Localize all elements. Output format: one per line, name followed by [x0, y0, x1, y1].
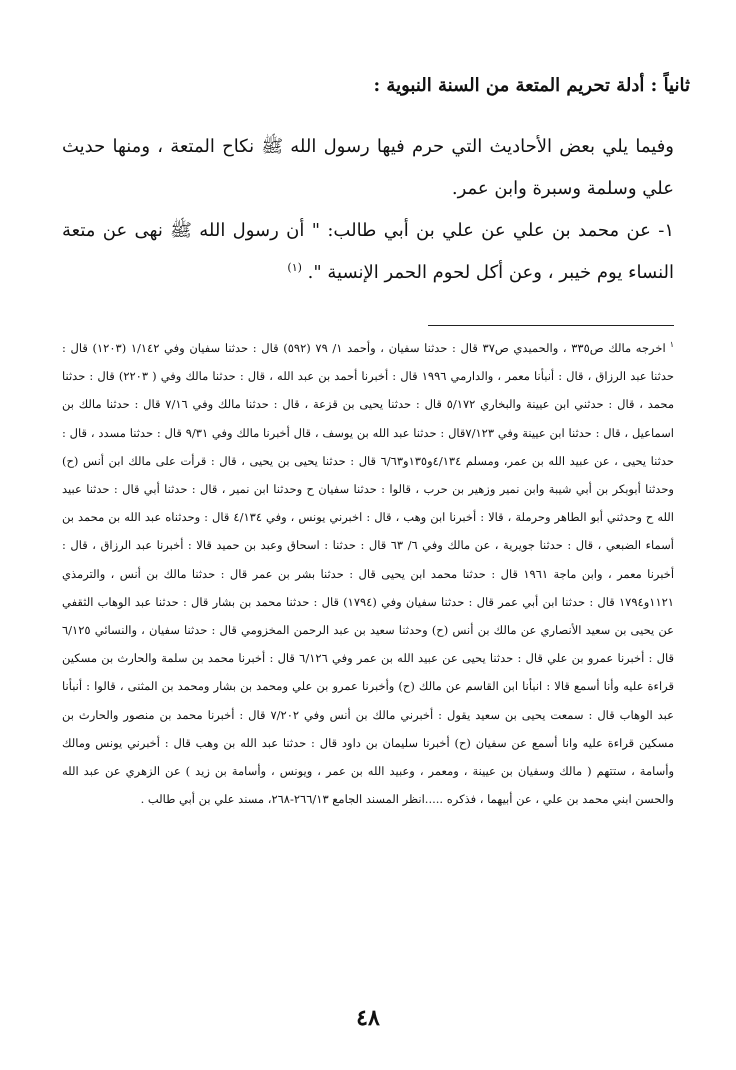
footnote-block [62, 334, 674, 813]
hadith-text: ١- عن محمد بن علي عن علي بن أبي طالب: " أن رسول الله ﷺ نهى عن متعة النساء يوم خيبر ، وعن أكل لحوم الحمر الإنسية ". [62, 220, 674, 283]
intro-paragraph: وفيما يلي بعض الأحاديث التي حرم فيها رسول الله ﷺ نكاح المتعة ، ومنها حديث علي وسلمة وسبرة وابن عمر. [62, 136, 674, 199]
section-heading: ثانياً : أدلة تحريم المتعة من السنة النبوية : [373, 75, 690, 96]
page-number: ٤٨ [356, 1005, 380, 1031]
footnote-separator [428, 325, 674, 326]
main-text [62, 126, 674, 294]
footnote-reference[interactable]: (١) [287, 261, 302, 274]
footnote-text: اخرجه مالك ص٣٣٥ ، والحميدي ص٣٧ قال : حدثنا سفيان ، وأحمد ١/ ٧٩ (٥٩٢) قال : حدثنا سفيان وفي ١/١٤٢ (١٢٠٣) قال : حدثنا عبد الرزاق ، قال : أنبأنا معمر ، والدارمي ١٩٩٦ قال : أخبرنا أحمد بن عبد الله ، قال : حدثنا مالك وفي ( ٢٢٠٣) قال : حدثنا محمد ، قال : حدثني ابن عيينة والبخاري ٥/١٧٢ قال : حدثنا يحيى بن قزعة ، قال : حدثنا مالك وفي ٧/١٦ قال : حدثنا مالك بن اسماعيل ، قال : حدثنا ابن عيينة وفي ٧/١٢٣قال : حدثنا عبد الله بن يوسف ، قال أخبرنا مالك وفي ٩/٣١ قال : حدثنا مسدد ، قال : حدثنا يحيى ، عن عبيد الله بن عمر، ومسلم ٤/١٣٤و١٣٥و٦/٦٣ قال : حدثنا يحيى بن يحيى ، قال : قرأت على مالك ابن أنس (ح) وحدثنا أبوبكر بن أبي شيبة وابن نمير وزهير بن حرب ، قالوا : حدثنا سفيان ح وحدثنا ابن نمير ، قال : حدثنا أبي قال : حدثنا عبيد الله ح وحدثني أبو الطاهر وحرملة ، قالا : أخبرنا ابن وهب ، قال : اخبرني يونس ، وفي ٤/١٣٤ قال : وحدثناه عبد الله بن محمد بن أسماء الضبعي ، قال : حدثنا جويرية ، عن مالك وفي ٦/ ٦٣ قال : حدثنا : اسحاق وعبد بن حميد قالا : أخبرنا عبد الرزاق ، قال : أخبرنا معمر ، وابن ماجة ١٩٦١ قال : حدثنا محمد ابن يحيى قال : حدثنا بشر بن عمر قال : حدثنا مالك بن أنس ، والترمذي ١١٢١و١٧٩٤ قال : حدثنا ابن أبي عمر قال : حدثنا سفيان وفي (١٧٩٤) قال : حدثنا محمد بن بشار قال : حدثنا عبد الوهاب الثقفي عن يحيى بن سعيد الأنصاري عن مالك بن أنس (ح) وحدثنا سعيد بن عبد الرحمن المخزومي قال : حدثنا سفيان ، والنسائي ٦/١٢٥ قال : أخبرنا عمرو بن علي قال : حدثنا يحيى عن عبيد الله بن عمر وفي ٦/١٢٦ قال : أخبرنا محمد بن سلمة والحارث بن مسكين قراءة عليه وأنا أسمع قالا : انبأنا ابن القاسم عن مالك (ح) وأخبرنا عمرو بن علي ومحمد بن بشار ومحمد بن المثنى ، قالوا : أنبأنا عبد الوهاب قال : سمعت يحيى بن سعيد يقول : أخبرني مالك بن أنس وفي ٧/٢٠٢ قال : أخبرنا محمد بن منصور والحارث بن مسكين قراءة عليه وانا أسمع عن سفيان (ح) أخبرنا سليمان بن داود قال : حدثنا عبد الله بن وهب قال : أخبرني يونس ومالك وأسامة ، ستتهم ( مالك وسفيان بن عيينة ، ومعمر ، وعبيد الله بن عمر ، ويونس ، وأسامة بن زيد ) عن الزهري عن عبد الله والحسن ابني محمد بن علي ، عن أبيهما ، فذكره .....انظر المسند الجامع ٢٦٦/١٣-٢٦٨، مسند علي بن أبي طالب . [62, 341, 675, 807]
hadith-paragraph [62, 210, 674, 294]
footnote-marker: ١ [669, 340, 675, 350]
